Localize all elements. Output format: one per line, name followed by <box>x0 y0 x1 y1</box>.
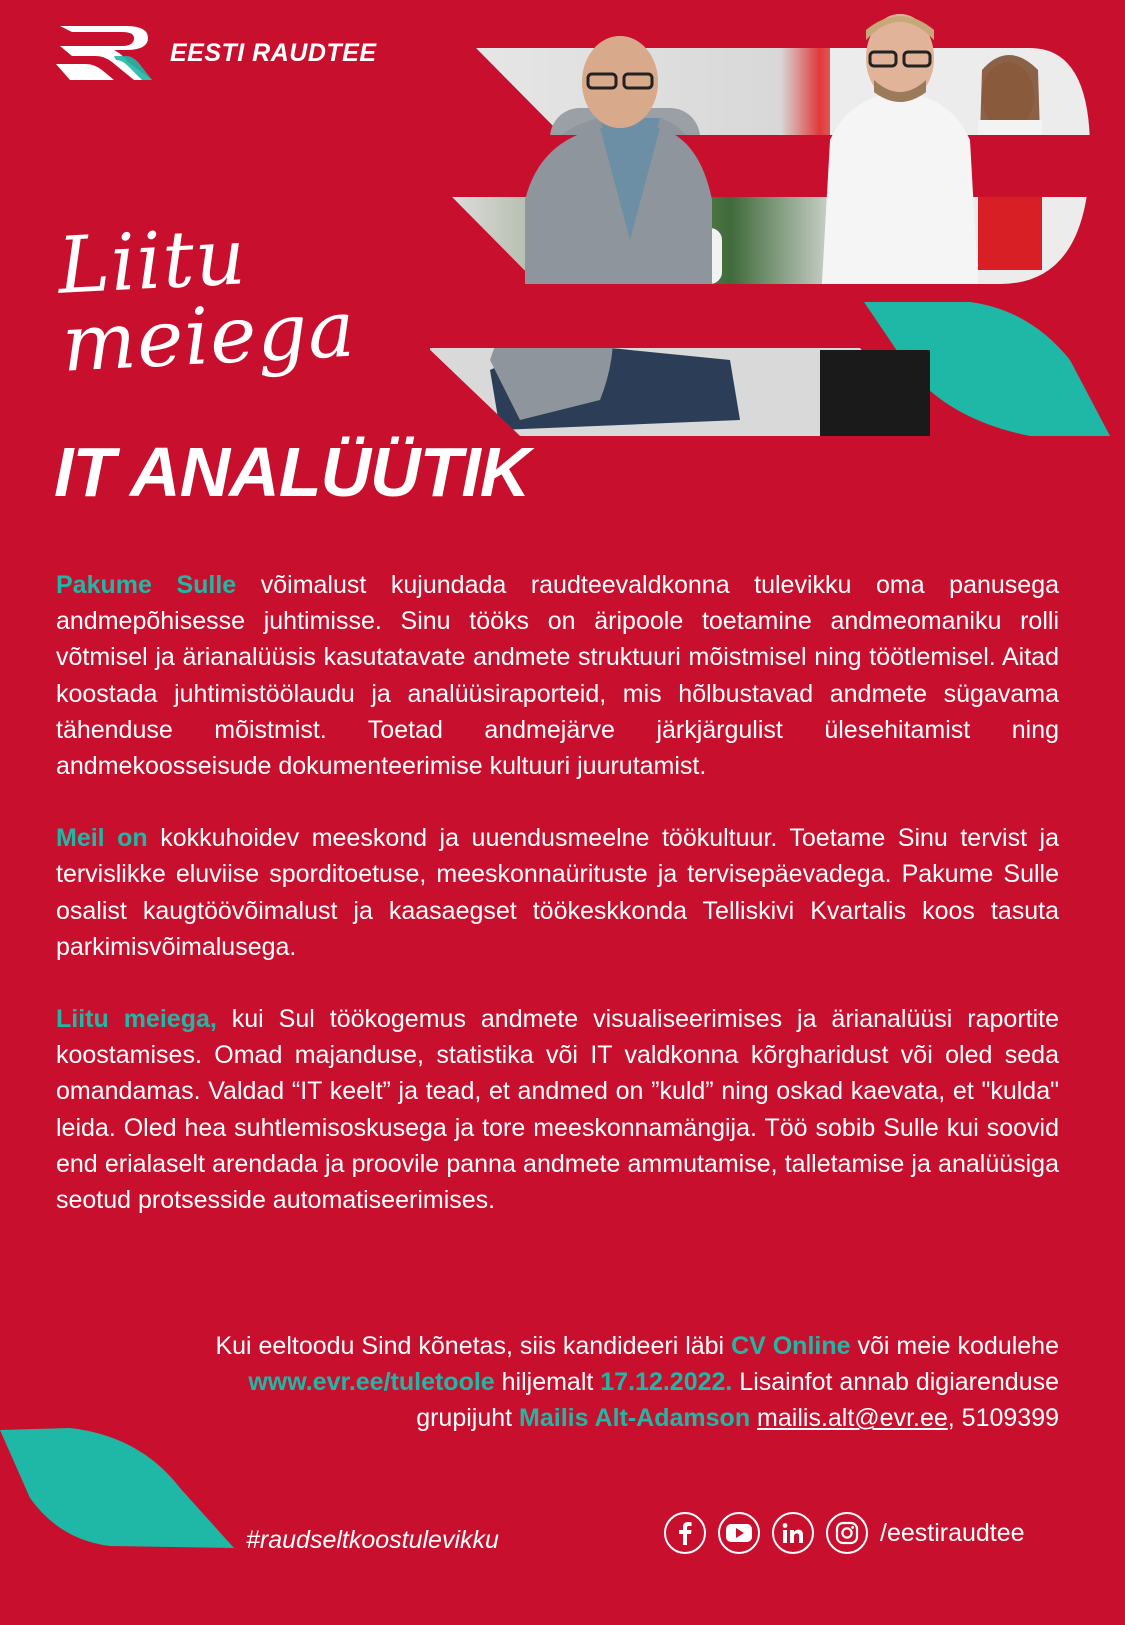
apply-text-5: grupijuht <box>416 1404 520 1433</box>
paragraph-requirements <box>56 1001 1059 1218</box>
youtube-icon[interactable] <box>718 1512 760 1554</box>
contact-phone: , 5109399 <box>947 1404 1059 1433</box>
apply-text-2: või meie kodulehe <box>850 1332 1059 1360</box>
apply-text-3: hiljemalt <box>494 1368 601 1397</box>
job-description <box>56 567 1059 1254</box>
careers-url-link[interactable]: www.evr.ee/tuletoole <box>248 1368 495 1397</box>
hero-photo-collage <box>430 0 1125 440</box>
script-heading: Liitu meiega <box>55 212 358 390</box>
apply-text-1: Kui eeltoodu Sind kõnetas, siis kandideeri läbi <box>215 1332 732 1360</box>
contact-email-link[interactable]: mailis.alt@evr.ee <box>757 1404 948 1433</box>
paragraph-benefits <box>56 820 1059 965</box>
job-title: IT ANALÜÜTIK <box>54 433 530 511</box>
teal-swoosh-decoration <box>0 1428 240 1548</box>
apply-text-4: Lisainfot annab digiarenduse <box>732 1368 1059 1397</box>
contact-name: Mailis Alt-Adamson <box>519 1404 751 1433</box>
facebook-icon[interactable] <box>664 1512 706 1554</box>
social-handle[interactable]: /eestiraudtee <box>880 1518 1025 1547</box>
er-logo-icon <box>56 24 152 82</box>
lead-offer: Pakume Sulle <box>56 571 237 599</box>
cv-online-link[interactable]: CV Online <box>731 1332 851 1360</box>
deadline-date: 17.12.2022. <box>600 1368 733 1397</box>
application-info <box>59 1328 1059 1437</box>
paragraph-offer <box>56 567 1059 784</box>
apply-line-2 <box>59 1364 1059 1400</box>
text-benefits: kokkuhoidev meeskond ja uuendusmeelne töökultuur. Toetame Sinu tervist ja tervislikke eluviise sporditoetuse, meeskonnaürituste ja tervisepäevadega. Pakume Sulle osalist kaugtöövõimalust ja kaasaegset töökeskkonda Telliskivi Kvartalis koos tasuta parkimisvõimalusega. <box>56 824 1060 961</box>
brand-name: EESTI RAUDTEE <box>170 38 377 67</box>
brand-logo[interactable] <box>56 24 377 82</box>
apply-line-1 <box>59 1328 1059 1364</box>
instagram-icon[interactable] <box>826 1512 868 1554</box>
linkedin-icon[interactable] <box>772 1512 814 1554</box>
lead-benefits: Meil on <box>56 824 148 853</box>
hashtag: #raudseltkoostulevikku <box>246 1526 499 1554</box>
text-requirements: kui Sul töökogemus andmete visualiseerimises ja ärianalüüsi raportite koostamises. Omad majanduse, statistika või IT valdkonna kõrgharidust või oled seda omandamas. Valdad “IT keelt” ja tead, et andmed on ”kuld” ning oskad kaevata, et "kulda" leida. Oled hea suhtlemisoskusega ja tore meeskonnamängija. Töö sobib Sulle kui soovid end erialaselt arendada ja proovile panna andmete ammutamise, talletamise ja analüüsiga seotud protsesside automatiseerimises. <box>56 1005 1059 1215</box>
lead-requirements: Liitu meiega, <box>56 1005 217 1034</box>
text-offer: võimalust kujundada raudteevaldkonna tulevikku oma panusega andmepõhisesse juhtimisse. Sinu tööks on äripoole toetamine andmeomaniku rolli võtmisel ja ärianalüüsis kasutatavate andmete struktuuri mõistmisel ning töötlemisel. Aitad koostada juhtimistöölaudu ja analüüsiraporteid, mis hõlbustavad andmete sügavama tähenduse mõistmist. Toetad andmejärve järkjärgulist ülesehitamist ning andmekoosseisude dokumenteerimise kultuuri juurutamist. <box>56 571 1059 781</box>
social-links <box>664 1512 1025 1554</box>
